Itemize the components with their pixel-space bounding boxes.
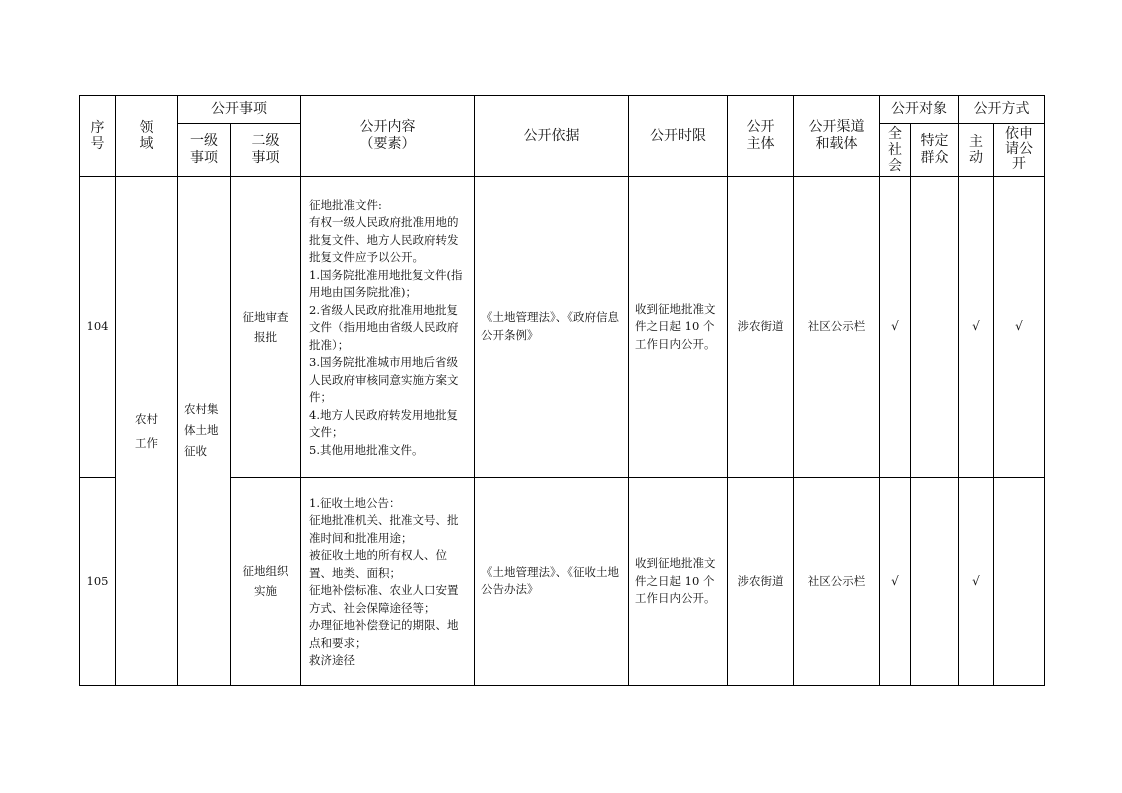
row-subject: 涉农街道	[728, 477, 794, 685]
row-specific-check	[911, 177, 959, 478]
header-seq: 序号	[80, 96, 116, 177]
header-level1: 一级事项	[178, 124, 231, 177]
header-method-active: 主动	[959, 124, 994, 177]
row-subject: 涉农街道	[728, 177, 794, 478]
row-channel: 社区公示栏	[794, 177, 880, 478]
content-line: 2.省级人民政府批准用地批复文件（指用地由省级人民政府批准）；	[309, 302, 459, 352]
header-target-all: 全社会	[880, 124, 911, 177]
row-active-check: √	[959, 177, 994, 478]
shared-domain: 农村工作	[116, 177, 178, 686]
row-content	[301, 477, 475, 685]
content-line: 4.地方人民政府转发用地批复文件；	[309, 407, 458, 440]
header-channel: 公开渠道和载体	[794, 96, 880, 177]
content-line: 救济途径	[309, 653, 355, 668]
row-channel: 社区公示栏	[794, 477, 880, 685]
table-row	[80, 177, 1045, 478]
content-line: 被征收土地的所有权人、位置、地类、面积；	[309, 548, 447, 580]
row-apply-check	[994, 477, 1045, 685]
row-seq: 105	[80, 477, 116, 685]
content-line: 有权一级人民政府批准用地的批复文件、地方人民政府转发批复文件应予以公开。	[309, 215, 459, 265]
content-line: 3.国务院批准城市用地后省级人民政府审核同意实施方案文件；	[309, 355, 459, 405]
header-basis: 公开依据	[475, 96, 629, 177]
header-time-limit: 公开时限	[629, 96, 728, 177]
content-line: 5.其他用地批准文件。	[309, 442, 424, 457]
row-time-limit: 收到征地批准文件之日起 10 个工作日内公开。	[629, 177, 728, 478]
row-specific-check	[911, 477, 959, 685]
header-domain: 领域	[116, 96, 178, 177]
row-content	[301, 177, 475, 478]
row-apply-check: √	[994, 177, 1045, 478]
header-content-title: 公开内容	[359, 119, 416, 135]
header-matter: 公开事项	[178, 96, 301, 124]
row-level2: 征地组织实施	[231, 477, 301, 685]
disclosure-table	[79, 95, 1045, 686]
content-line: 1.征收土地公告：	[309, 495, 401, 510]
header-target: 公开对象	[880, 96, 959, 124]
header-content-subtitle: （要素）	[359, 136, 416, 152]
row-time-limit: 收到征地批准文件之日起 10 个工作日内公开。	[629, 477, 728, 685]
header-method: 公开方式	[959, 96, 1045, 124]
content-line: 1.国务院批准用地批复文件(指用地由国务院批准)；	[309, 267, 463, 300]
header-method-apply: 依申请公开	[994, 124, 1045, 177]
content-line: 征地批准文件:	[309, 197, 382, 212]
row-seq: 104	[80, 177, 116, 478]
row-basis: 《土地管理法》、《征收土地公告办法》	[475, 477, 629, 685]
row-all-society-check: √	[880, 477, 911, 685]
row-active-check: √	[959, 477, 994, 685]
content-line: 征地补偿标准、农业人口安置方式、社会保障途径等；	[309, 583, 459, 615]
content-line: 征地批准机关、批准文号、批准时间和批准用途；	[309, 513, 459, 545]
header-target-specific: 特定群众	[911, 124, 959, 177]
header-level2: 二级事项	[231, 124, 301, 177]
row-all-society-check: √	[880, 177, 911, 478]
shared-level1: 农村集体土地征收	[178, 177, 231, 686]
header-subject: 公开主体	[728, 96, 794, 177]
content-line: 办理征地补偿登记的期限、地点和要求；	[309, 618, 459, 650]
header-content	[301, 96, 475, 177]
row-basis: 《土地管理法》、《政府信息公开条例》	[475, 177, 629, 478]
row-level2: 征地审查报批	[231, 177, 301, 478]
